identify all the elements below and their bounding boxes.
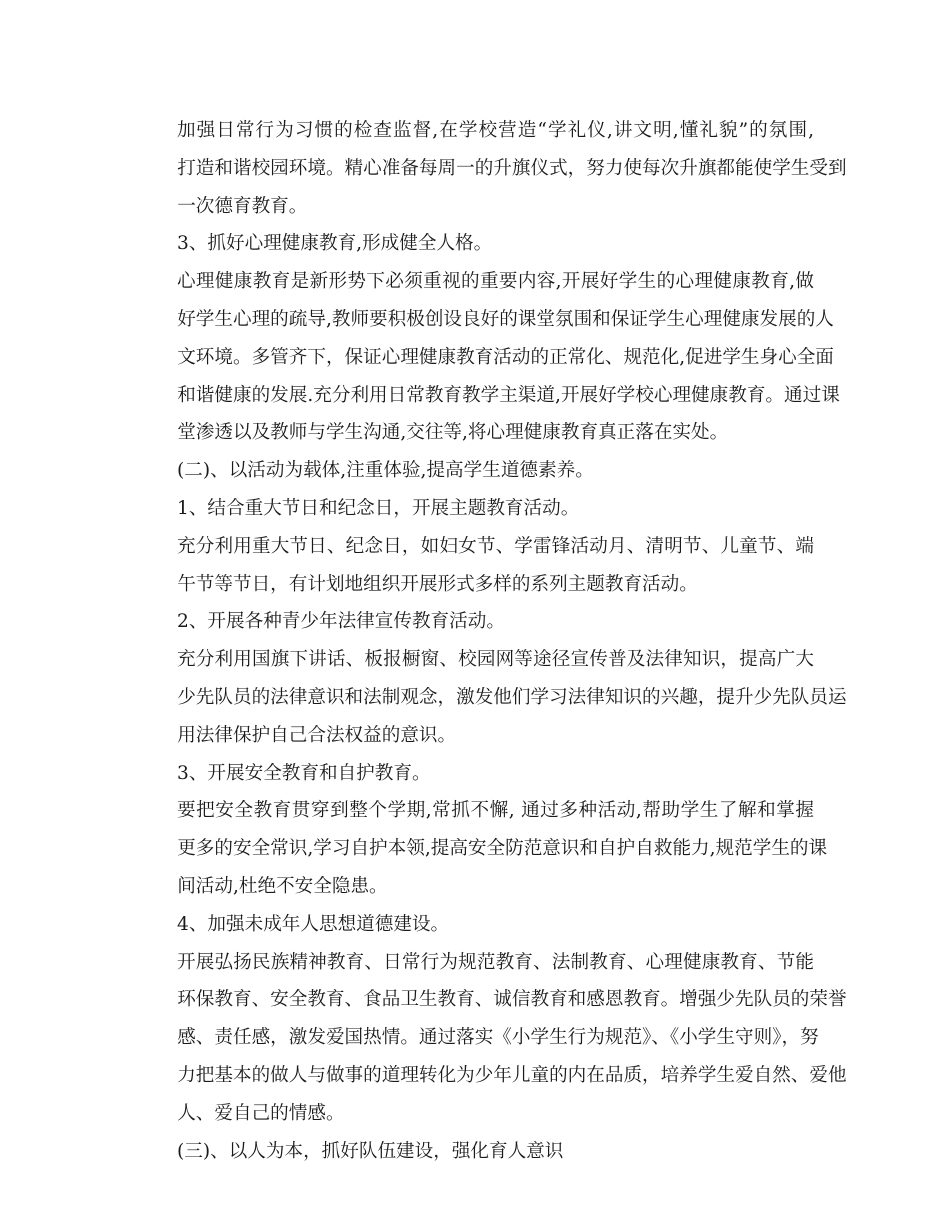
section-heading (140, 1133, 814, 1171)
section-heading (140, 755, 814, 793)
text-line: 堂渗透以及教师与学生沟通,交往等,将心理健康教育真正落在实处。 (177, 422, 729, 444)
text-line: 间活动,杜绝不安全隐患。 (177, 875, 388, 897)
text-line: 充分利用国旗下讲话、板报橱窗、校园网等途径宣传普及法律知识，提高广大 (177, 649, 814, 671)
text-line: 力把基本的做人与做事的道理转化为少年儿童的内在品质，培养学生爱自然、爱他 (177, 1064, 847, 1086)
text-line: 要把安全教育贯穿到整个学期,常抓不懈, 通过多种活动,帮助学生了解和掌握 (177, 800, 814, 822)
text-line: 文环境。多管齐下，保证心理健康教育活动的正常化、规范化,促进学生身心全面 (177, 346, 834, 368)
text-line: 少先队员的法律意识和法制观念，激发他们学习法律知识的兴趣，提升少先队员运 (177, 686, 847, 708)
text-line: 人、爱自己的情感。 (177, 1102, 345, 1124)
text-line: 充分利用重大节日、纪念日，如妇女节、学雷锋活动月、清明节、儿童节、端 (177, 535, 814, 557)
section-heading (140, 452, 814, 490)
paragraph (140, 263, 840, 452)
paragraph (140, 792, 828, 905)
section-heading (140, 906, 814, 944)
text-line: 2、开展各种青少年法律宣传教育活动。 (177, 611, 505, 633)
text-line: 午节等节日，有计划地组织开展形式多样的系列主题教育活动。 (177, 573, 698, 595)
text-line: 加强日常行为习惯的检查监督,在学校营造“学礼仪,讲文明,懂礼貌”的氛围, (177, 120, 814, 141)
text-line: 开展弘扬民族精神教育、日常行为规范教育、法制教育、心理健康教育、节能 (177, 951, 814, 973)
text-line: 和谐健康的发展.充分利用日常教育教学主渠道,开展好学校心理健康教育。通过课 (177, 384, 840, 406)
text-line: (二)、以活动为载体,注重体验,提高学生道德素养。 (177, 460, 594, 482)
text-line: 3、开展安全教育和自护教育。 (177, 762, 431, 784)
text-line: 用法律保护自己合法权益的意识。 (177, 724, 457, 746)
text-line: 4、加强未成年人思想道德建设。 (177, 913, 450, 935)
text-line: 心理健康教育是新形势下必须重视的重要内容,开展好学生的心理健康教育,做 (177, 271, 814, 293)
text-line: (三)、以人为本，抓好队伍建设，强化育人意识 (177, 1140, 564, 1162)
text-line: 1、结合重大节日和纪念日，开展主题教育活动。 (177, 497, 580, 519)
section-heading (140, 603, 814, 641)
section-heading (140, 225, 814, 263)
text-line: 环保教育、安全教育、食品卫生教育、诚信教育和感恩教育。增强少先队员的荣誉 (177, 989, 847, 1011)
section-heading (140, 490, 814, 528)
text-line: 更多的安全常识,学习自护本领,提高安全防范意识和自护自救能力,规范学生的课 (177, 838, 828, 860)
text-line: 3、抓好心理健康教育,形成健全人格。 (177, 233, 493, 255)
text-line: 一次德育教育。 (177, 195, 308, 217)
text-line: 好学生心理的疏导,教师要积极创设良好的课堂氛围和保证学生心理健康发展的人 (177, 308, 834, 330)
paragraph (140, 944, 847, 1133)
paragraph (140, 641, 847, 754)
document-page (140, 112, 847, 1170)
paragraph (140, 112, 847, 225)
text-line: 打造和谐校园环境。精心准备每周一的升旗仪式，努力使每次升旗都能使学生受到 (177, 157, 847, 179)
paragraph (140, 528, 814, 604)
text-line: 感、责任感，激发爱国热情。通过落实《小学生行为规范》、《小学生守则》，努 (177, 1027, 819, 1049)
